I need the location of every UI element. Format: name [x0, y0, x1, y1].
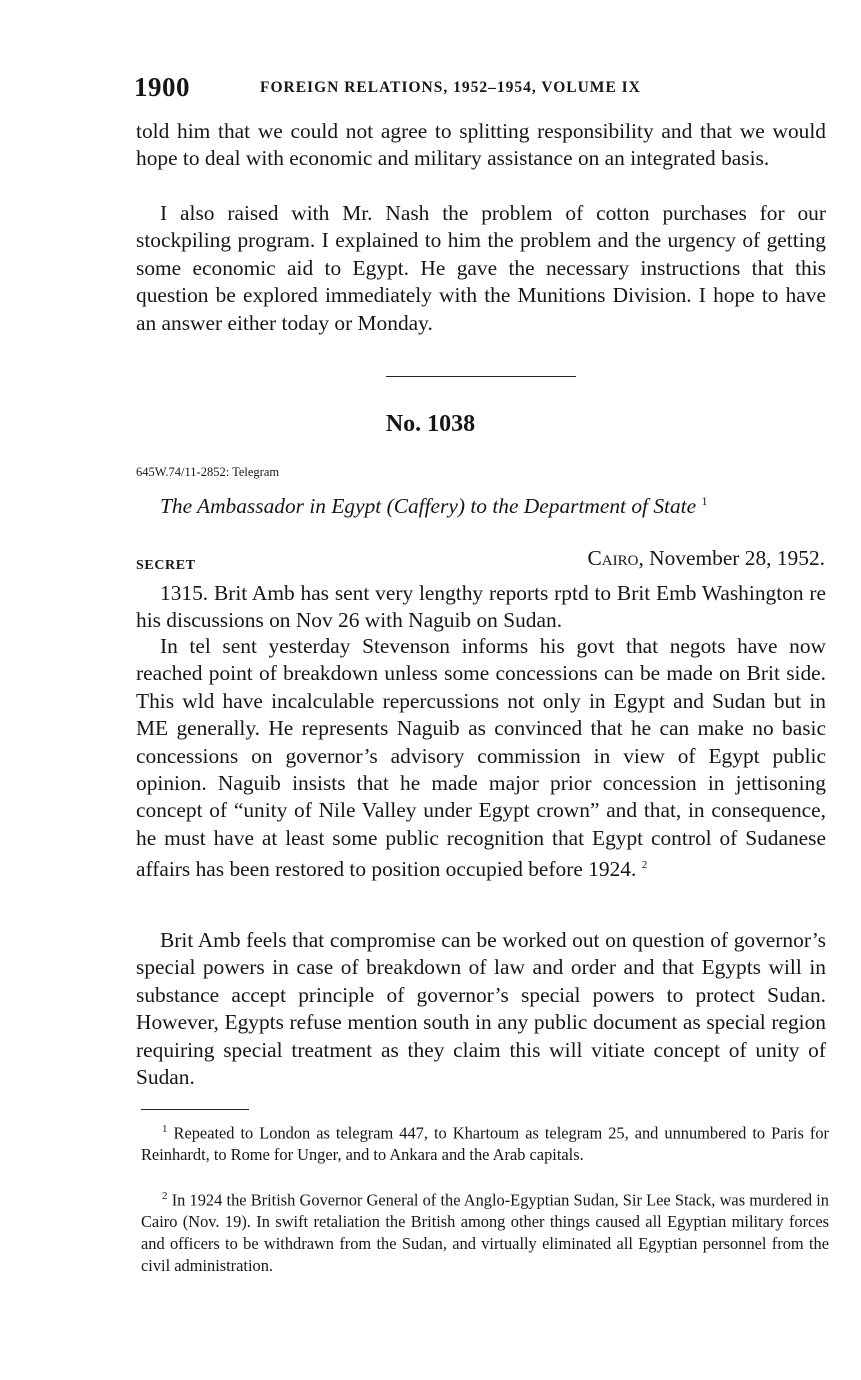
document-title-text: The Ambassador in Egypt (Caffery) to the Department of State	[160, 494, 697, 519]
dateline-place: Cairo	[587, 546, 639, 570]
page-header	[134, 72, 824, 112]
footnote-1-marker: 1	[162, 1123, 168, 1135]
classification-label: SECRET	[136, 558, 196, 573]
file-reference: 645W.74/11-2852: Telegram	[136, 465, 280, 479]
footnote-1	[141, 1118, 829, 1166]
telegram-paragraph-2-text: In tel sent yesterday Stevenson informs his govt that negots have now reached point of breakdown unless some concessions can be made on Brit side. This wld have incalculable repercussions not only in Egypt and Sudan but in ME generally. He represents Naguib as convinced that he can make no basic concessions on governor’s advisory commission in view of Egypt public opinion. Naguib insists that he made major prior concession in jettisoning concept of “unity of Nile Valley under Egypt crown” and that, in consequence, he must have at least some public recognition that Egypt control of Sudanese affairs has been restored to position occupied before 1924.	[136, 634, 826, 882]
continuation-paragraph-1: told him that we could not agree to splitting responsibility and that we would hope to deal with economic and military assistance on an integrated basis.	[136, 119, 826, 171]
footnote-ref-2: 2	[641, 859, 648, 872]
running-head: FOREIGN RELATIONS, 1952–1954, VOLUME IX	[260, 79, 641, 96]
document-title	[160, 494, 840, 519]
page-number: 1900	[134, 72, 190, 102]
dateline-date: , November 28, 1952.	[638, 546, 825, 570]
footnote-1-text: Repeated to London as telegram 447, to Khartoum as telegram 25, and unnumbered to Paris for Reinhardt, to Rome for Unger, and to Ankara and the Arab capitals.	[141, 1123, 829, 1165]
continuation-paragraph-2: I also raised with Mr. Nash the problem of cotton purchases for our stockpiling program. I explained to him the problem and the urgency of getting some economic aid to Egypt. He gave the necessary instructions that this question be explored immediately with the Munitions Division. I hope to have an answer either today or Monday.	[136, 201, 826, 335]
telegram-paragraph-2	[136, 633, 826, 884]
dateline	[588, 546, 825, 571]
telegram-paragraph-3: Brit Amb feels that compromise can be worked out on question of governor’s special powers in case of breakdown of law and order and that Egypts will in substance accept principle of governor’s special powers to protect Sudan. However, Egypts refuse mention south in any public document as special region requiring special treatment as they claim this will vitiate concept of unity of Sudan.	[136, 928, 826, 1090]
footnote-divider	[141, 1109, 249, 1110]
document-number: No. 1038	[385, 411, 476, 437]
footnote-2-text: In 1924 the British Governor General of the Anglo-Egyptian Sudan, Sir Lee Stack, was murdered in Cairo (Nov. 19). In swift retaliation the British among other things caused all Egyptian military forces and officers to be withdrawn from the Sudan, and virtually eliminated all Egyptian personnel from the civil administration.	[141, 1190, 829, 1276]
footnote-2	[141, 1185, 829, 1277]
footnote-ref-1: 1	[701, 494, 708, 508]
section-divider	[386, 376, 576, 377]
telegram-paragraph-1: 1315. Brit Amb has sent very lengthy reports rptd to Brit Emb Washington re his discussions on Nov 26 with Naguib on Sudan.	[136, 581, 826, 633]
footnote-2-marker: 2	[162, 1190, 168, 1202]
